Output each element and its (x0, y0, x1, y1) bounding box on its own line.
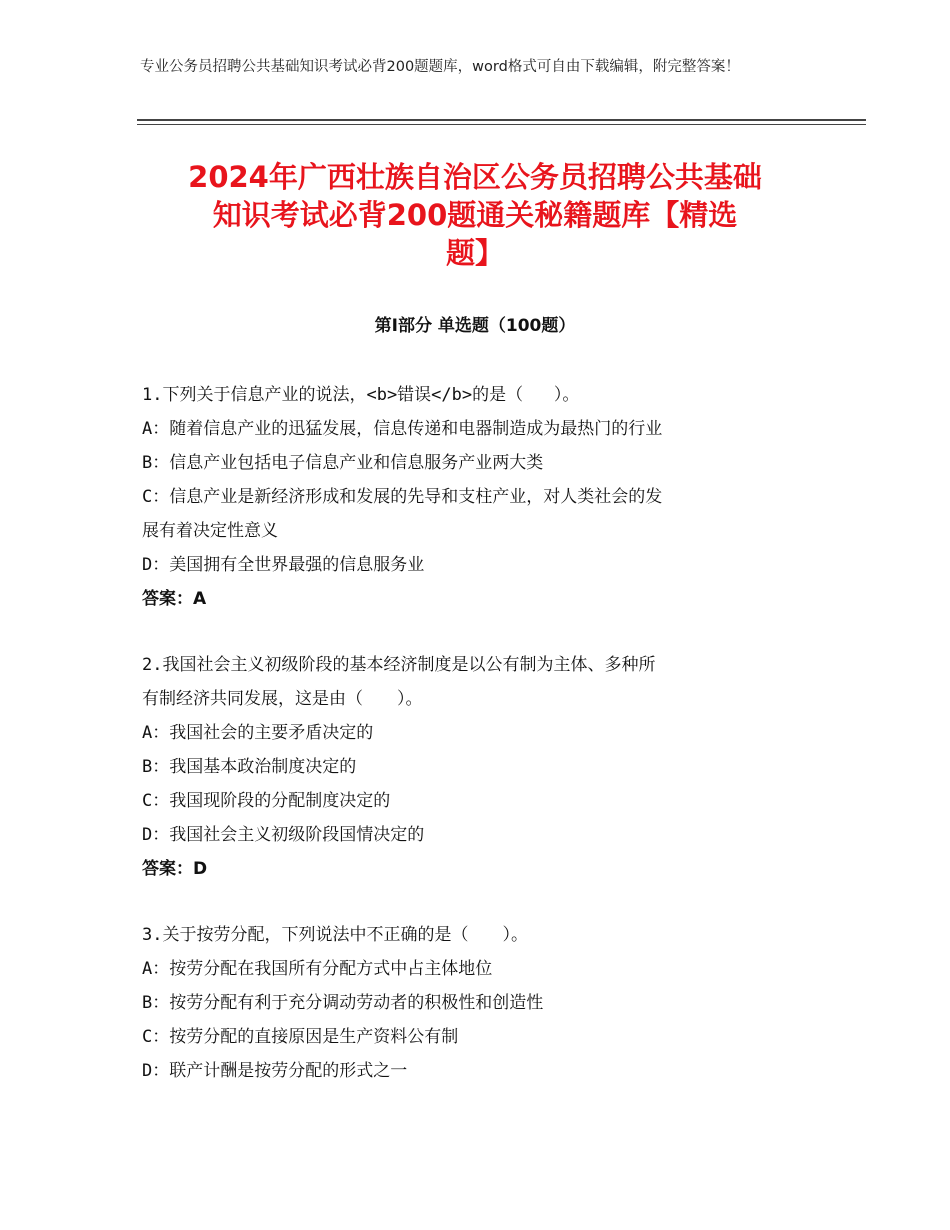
question-stem: 2.我国社会主义初级阶段的基本经济制度是以公有制为主体、多种所 (142, 655, 656, 675)
option-b: B：信息产业包括电子信息产业和信息服务产业两大类 (142, 453, 544, 473)
document-title (135, 158, 815, 272)
section-title: 第Ⅰ部分 单选题（100题） (374, 316, 576, 336)
question-stem-continued: 有制经济共同发展，这是由（ ）。 (142, 689, 423, 709)
header-rule-thin (137, 124, 866, 125)
option-d: D：联产计酬是按劳分配的形式之一 (142, 1061, 408, 1081)
answer: 答案：A (142, 589, 207, 609)
option-b: B：按劳分配有利于充分调动劳动者的积极性和创造性 (142, 993, 544, 1013)
header-rule-thick (137, 119, 866, 121)
option-b: B：我国基本政治制度决定的 (142, 757, 357, 777)
option-d: D：美国拥有全世界最强的信息服务业 (142, 555, 425, 575)
option-a: A：我国社会的主要矛盾决定的 (142, 723, 374, 743)
option-a: A：随着信息产业的迅猛发展，信息传递和电器制造成为最热门的行业 (142, 419, 663, 439)
question-stem: 3.关于按劳分配，下列说法中不正确的是（ ）。 (142, 925, 528, 945)
option-d: D：我国社会主义初级阶段国情决定的 (142, 825, 425, 845)
question-stem: 1.下列关于信息产业的说法，<b>错误</b>的是（ ）。 (142, 385, 580, 405)
option-c: C：我国现阶段的分配制度决定的 (142, 791, 391, 811)
question-1 (142, 378, 812, 616)
option-a: A：按劳分配在我国所有分配方式中占主体地位 (142, 959, 493, 979)
document-title-line: 2024年广西壮族自治区公务员招聘公共基础 (188, 160, 762, 194)
document-title-line: 题】 (445, 236, 504, 270)
option-c-continued: 展有着决定性意义 (142, 521, 278, 541)
answer: 答案：D (142, 859, 208, 879)
document-title-line: 知识考试必背200题通关秘籍题库【精选 (212, 198, 738, 232)
option-c: C：信息产业是新经济形成和发展的先导和支柱产业，对人类社会的发 (142, 487, 663, 507)
option-c: C：按劳分配的直接原因是生产资料公有制 (142, 1027, 459, 1047)
question-2 (142, 648, 812, 886)
header-note: 专业公务员招聘公共基础知识考试必背200题题库，word格式可自由下载编辑，附完整答案！ (140, 59, 740, 75)
question-list (142, 378, 812, 1120)
question-3 (142, 918, 812, 1088)
